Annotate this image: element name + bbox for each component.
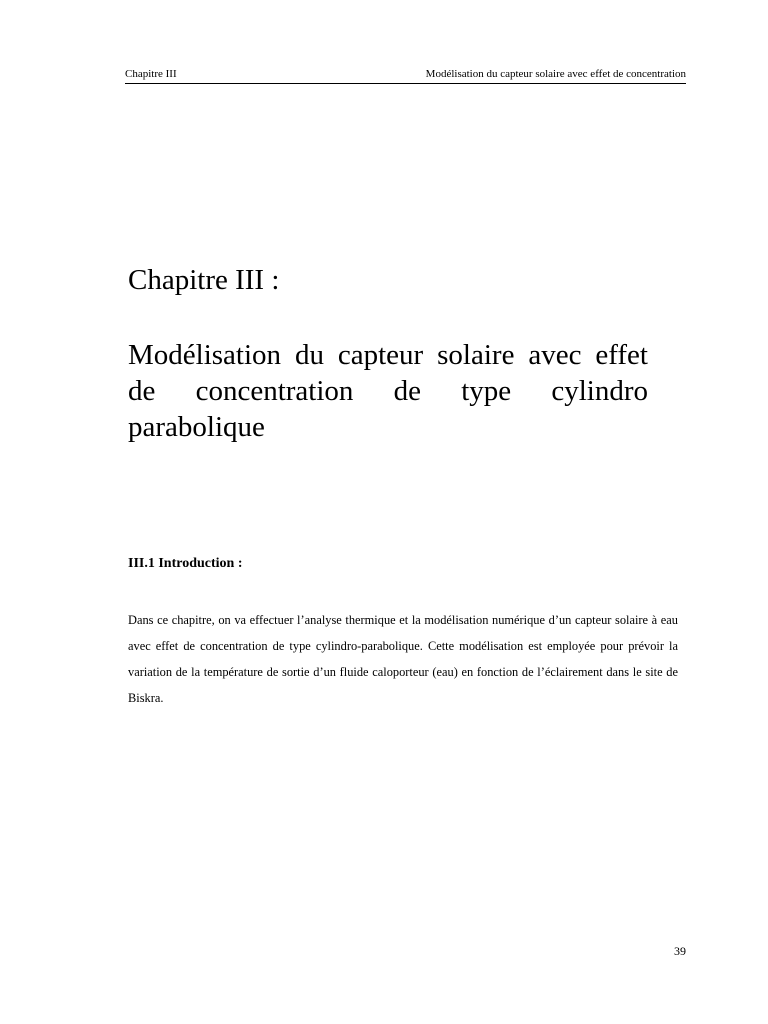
header-chapter-title: Modélisation du capteur solaire avec effet de concentration	[425, 68, 686, 80]
page-header	[125, 66, 686, 84]
page-number: 39	[674, 944, 686, 958]
intro-paragraph: Dans ce chapitre, on va effectuer l’analyse thermique et la modélisation numérique d’un capteur solaire à eau avec effet de concentration de type cylindro-parabolique. Cette modélisation est employée pour prévoir la variation de la température de sortie d’un fluide caloporteur (eau) en fonction de l’éclairement dans le site de Biskra.	[128, 613, 678, 705]
section-heading: III.1 Introduction :	[128, 556, 243, 571]
chapter-title: Modélisation du capteur solaire avec effet de concentration de type cylindro parabolique	[128, 339, 648, 443]
chapter-label: Chapitre III :	[128, 264, 280, 296]
header-chapter-label: Chapitre III	[125, 68, 177, 80]
